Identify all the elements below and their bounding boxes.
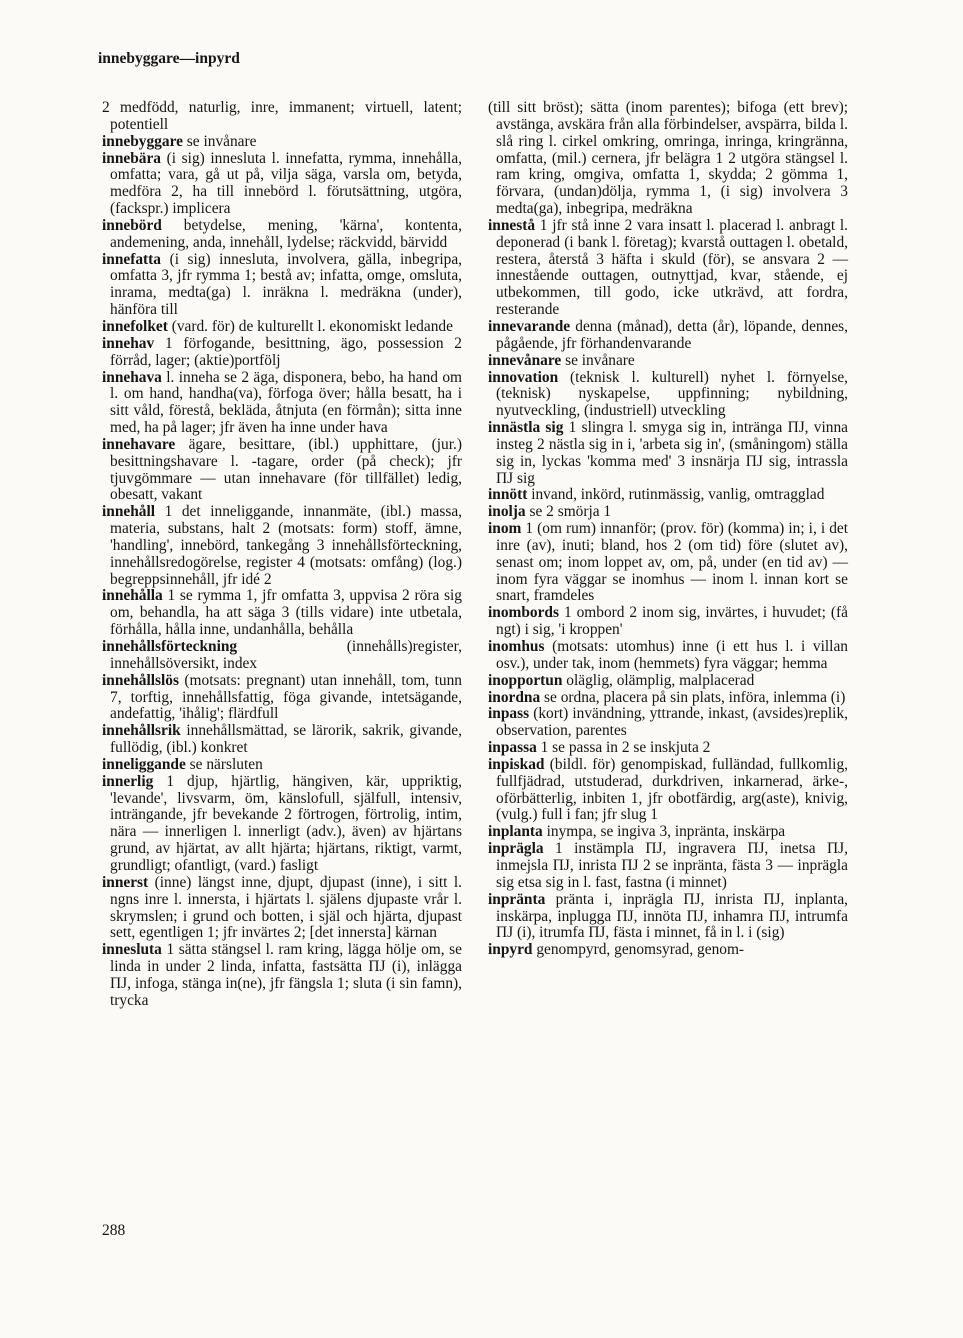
dictionary-entry xyxy=(488,690,848,707)
dictionary-entry xyxy=(102,134,462,151)
definition: (vard. för) de kulturellt l. ekonomiskt ledande xyxy=(167,317,453,335)
dictionary-entry xyxy=(102,588,462,639)
dictionary-entry xyxy=(488,757,848,824)
dictionary-entry xyxy=(488,706,848,740)
dictionary-entry xyxy=(488,504,848,521)
definition: 1 (om rum) innanför; (prov. för) (komma) in; i, i det inre (av), inuti; bland, hos 2 (om tid) före (slutet av), senast om; inom loppet av, om, på, under (en tid av) — inom fyra väggar se inomhus — inom l. innan kort se snart, framdeles xyxy=(496,520,848,605)
headword: innesluta xyxy=(102,941,162,959)
headword: inopportun xyxy=(488,671,563,689)
dictionary-entry xyxy=(488,673,848,690)
headword: innovation xyxy=(488,368,559,386)
definition: l. inneha se 2 äga, disponera, bebo, ha hand om l. om hand, handha(va), förfoga över; hålla besatt, ha i sitt våld, förestå, bekläda, åtnjuta (en förmån); sitta inne med, ha på lager; jfr även ha inne under hava xyxy=(110,368,462,437)
dictionary-entry xyxy=(102,673,462,724)
dictionary-entry xyxy=(102,151,462,218)
definition: se 2 smörja 1 xyxy=(525,503,612,521)
dictionary-entry xyxy=(102,757,462,774)
dictionary-entry xyxy=(102,437,462,504)
dictionary-entry xyxy=(102,723,462,757)
definition: se invånare xyxy=(561,351,635,369)
definition: (i sig) innesluta l. innefatta, rymma, innehålla, omfatta; vara, gå ut på, vilja säga, varsla om, betyda, medföra 2, ha till innebörd l. förutsättning, utgöra, (fackspr.) implicera xyxy=(110,149,462,218)
headword: innefolket xyxy=(102,317,168,335)
definition: (kort) invändning, yttrande, inkast, (avsides)replik, observation, parentes xyxy=(496,705,848,740)
definition: se ordna, placera på sin plats, införa, inlemma (i) xyxy=(540,688,846,706)
headword: inpass xyxy=(488,705,530,723)
headword: inplanta xyxy=(488,823,543,841)
headword: innästla sig xyxy=(488,419,564,437)
dictionary-entry xyxy=(488,521,848,605)
dictionary-entry xyxy=(488,370,848,421)
definition: invand, inkörd, rutinmässig, vanlig, omtragglad xyxy=(527,486,825,504)
dictionary-entry xyxy=(102,942,462,1009)
definition: (teknisk l. kulturell) nyhet l. förnyelse, (teknisk) nyskapelse, uppfinning; nybildning, nyutveckling, (industriell) utveckling xyxy=(496,368,848,420)
dictionary-entry xyxy=(102,504,462,588)
definition: 1 se passa in 2 se inskjuta 2 xyxy=(536,739,711,757)
headword: inneliggande xyxy=(102,755,186,773)
definition: 1 det inneliggande, innanmäte, (ibl.) massa, materia, substans, halt 2 (motsats: form) stoff, ämne, 'handling', innebörd, tankegång 3 innehållsförteckning, innehållsredogörelse, register 4 (motsats: omfång) (log.) begreppsinnehåll, jfr idé 2 xyxy=(110,503,462,588)
definition: (innehålls)register, innehållsöversikt, index xyxy=(110,638,462,672)
headword: innehava xyxy=(102,368,162,386)
headword: innött xyxy=(488,486,528,504)
headword: inolja xyxy=(488,503,526,521)
dictionary-entry xyxy=(488,319,848,353)
definition: se invånare xyxy=(182,132,257,150)
dictionary-entry xyxy=(102,774,462,875)
definition: ägare, besittare, (ibl.) upphittare, (jur.) besittningshavare l. -tagare, order (på check); jfr tjuvgömmare — utan innehavare (för tillfället) ledig, obesatt, vakant xyxy=(110,435,462,504)
definition: inympa, se ingiva 3, inpränta, inskärpa xyxy=(542,823,786,841)
definition: innehållsmättad, se lärorik, sakrik, givande, fullödig, (ibl.) konkret xyxy=(110,722,462,757)
headword: innestå xyxy=(488,216,536,234)
dictionary-entry xyxy=(102,336,462,370)
running-head: innebyggare—inpyrd xyxy=(98,50,240,67)
headword: innevarande xyxy=(488,317,571,335)
headword: innehavare xyxy=(102,435,176,453)
headword: innehållslös xyxy=(102,671,179,689)
headword: innebörd xyxy=(102,216,162,234)
dictionary-entry xyxy=(488,605,848,639)
dictionary-entry xyxy=(488,892,848,943)
headword: inprägla xyxy=(488,840,544,858)
dictionary-entry xyxy=(102,875,462,942)
dictionary-entry xyxy=(488,100,848,218)
page-number: 288 xyxy=(102,1222,126,1239)
left-column xyxy=(102,100,462,1010)
dictionary-entry xyxy=(102,639,462,673)
dictionary-entry xyxy=(488,740,848,757)
dictionary-entry xyxy=(102,252,462,319)
dictionary-entry xyxy=(102,370,462,437)
headword: inombords xyxy=(488,604,559,622)
definition: denna (månad), detta (år), löpande, dennes, pågående, jfr förhandenvarande xyxy=(496,317,848,352)
dictionary-entry xyxy=(488,841,848,892)
definition: (till sitt bröst); sätta (inom parentes); bifoga (ett brev); avstänga, avskära från alla förbindelser, avspärra, bilda l. slå ring l. cirkel omkring, omringa, inringa, kringränna, omfatta, (mil.) cernera, jfr belägra 1 2 utgöra stängsel l. ram kring, omgiva, omfatta 1, skydda; 2 gömma 1, förvara, (undan)dölja, rymma 1, (i sig) involvera 3 medta(ga), inbegripa, medräkna xyxy=(488,99,848,218)
definition: genompyrd, genomsyrad, genom- xyxy=(532,941,745,959)
dictionary-entry xyxy=(488,353,848,370)
headword: inpränta xyxy=(488,890,546,908)
definition: 1 instämpla ПJ, ingravera ПJ, inetsa ПJ, inmejsla ПJ, inrista ПJ 2 se inpränta, fästa 3 — inprägla sig etsa sig in l. fast, fastna (i minnet) xyxy=(496,840,848,891)
headword: innehålla xyxy=(102,587,163,605)
definition: 2 medfödd, naturlig, inre, immanent; virtuell, latent; potentiell xyxy=(102,99,462,133)
headword: inordna xyxy=(488,688,541,706)
headword: innebära xyxy=(102,149,162,167)
definition: (bildl. för) genompiskad, fulländad, fullkomlig, fullfjädrad, utstuderad, durkdriven, inkarnerad, ärke-, oförbätterlig, inbiten 1, jfr obotfärdig, arg(aste), knivig, (vulg.) full i fan; jfr slug 1 xyxy=(496,755,848,824)
headword: innefatta xyxy=(102,250,161,268)
dictionary-entry xyxy=(488,487,848,504)
definition: (motsats: utomhus) inne (i ett hus l. i villan osv.), under tak, inom (hemmets) fyra väggar; hemma xyxy=(496,638,848,672)
definition: (i sig) innesluta, involvera, gälla, inbegripa, omfatta 3, jfr rymma 1; bestå av; infatta, omge, omsluta, inrama, medta(ga) l. inräkna l. medräkna (under), hänföra till xyxy=(110,250,462,319)
headword: innehållsförteckning xyxy=(102,638,238,655)
headword: innebyggare xyxy=(102,132,183,150)
dictionary-entry xyxy=(102,319,462,336)
definition: 1 sätta stängsel l. ram kring, lägga hölje om, se linda in under 2 linda, infatta, fastsätta ПJ (i), inlägga ПJ, infoga, stänga in(ne), jfr fängsla 1; sluta (i sin famn), trycka xyxy=(110,941,462,1009)
headword: inpiskad xyxy=(488,755,545,773)
headword: inom xyxy=(488,520,522,538)
headword: innehållsrik xyxy=(102,722,181,740)
headword: innerlig xyxy=(102,772,154,790)
headword: inomhus xyxy=(488,638,545,655)
definition: oläglig, olämplig, malplacerad xyxy=(562,671,755,689)
definition: pränta i, inprägla ПJ, inrista ПJ, inplanta, inskärpa, inplugga ПJ, innöta ПJ, inhamra ПJ, intrumfa ПJ (i), itrumfa ПJ, fästa i minnet, få in l. i (sig) xyxy=(496,890,848,942)
dictionary-entry xyxy=(488,639,848,673)
headword: innerst xyxy=(102,873,149,891)
headword: innehåll xyxy=(102,503,156,521)
headword: inpassa xyxy=(488,739,537,757)
dictionary-entry xyxy=(102,100,462,134)
headword: innehav xyxy=(102,334,155,352)
headword: innevånare xyxy=(488,351,562,369)
definition: 1 se rymma 1, jfr omfatta 3, uppvisa 2 röra sig om, behandla, ha att säga 3 (tills vidare) inte utbetala, förhålla, hålla inne, undanhålla, behålla xyxy=(110,587,462,639)
dictionary-entry xyxy=(488,218,848,319)
definition: (motsats: pregnant) utan innehåll, tom, tunn 7, torftig, innehållsfattig, föga givande, intetsägande, andefattig, 'ihålig'; flärdfull xyxy=(110,671,462,723)
right-column xyxy=(488,100,848,959)
dictionary-entry xyxy=(488,942,848,959)
definition: 1 slingra l. smyga sig in, intränga ПJ, vinna insteg 2 nästla sig in i, 'arbeta sig in', (småningom) ställa sig in, lyckas 'komma med' 3 insnärja ПJ sig, intrassla ПJ sig xyxy=(496,419,848,487)
definition: betydelse, mening, 'kärna', kontenta, andemening, anda, innehåll, lydelse; räckvidd, bärvidd xyxy=(110,216,462,251)
headword: inpyrd xyxy=(488,941,533,959)
dictionary-entry xyxy=(488,420,848,487)
definition: (inne) längst inne, djupt, djupast (inne), i sitt l. ngns inre l. innersta, i hjärtats l. själens djupaste vrår l. skrymslen; i grund och botten, i själ och hjärta, djupast sett, egentligen 1; jfr invärtes 2; [det innersta] kärnan xyxy=(110,873,462,942)
definition: 1 jfr stå inne 2 vara insatt l. placerad l. anbragt l. deponerad (i bank l. företag); kvarstå outtagen l. obetald, restera, återstå 3 häfta i skuld (för), se ansvara 2 — innestående outtagen, outnyttjad, kvar, stående, ej utbekommen, till godo, icke utkrävd, att fordra, resterande xyxy=(496,216,848,319)
definition: 1 förfogande, besittning, ägo, possession 2 förråd, lager; (aktie)portfölj xyxy=(110,334,462,369)
dictionary-entry xyxy=(488,824,848,841)
definition: se närsluten xyxy=(185,755,263,773)
definition: 1 djup, hjärtlig, hängiven, kär, uppriktig, 'levande', livsvarm, öm, känslofull, själfull, intensiv, inträngande, jfr bevekande 2 förtrogen, förtrolig, intim, nära — innerligen l. innerligt (adv.), även) av hjärtans grund, av hjärtat, av allt hjärta; hjärtans, riktigt, varmt, grundligt; ofantligt, (vard.) fasligt xyxy=(110,772,462,874)
definition: 1 ombord 2 inom sig, invärtes, i huvudet; (få ngt) i sig, 'i kroppen' xyxy=(496,604,848,639)
dictionary-entry xyxy=(102,218,462,252)
